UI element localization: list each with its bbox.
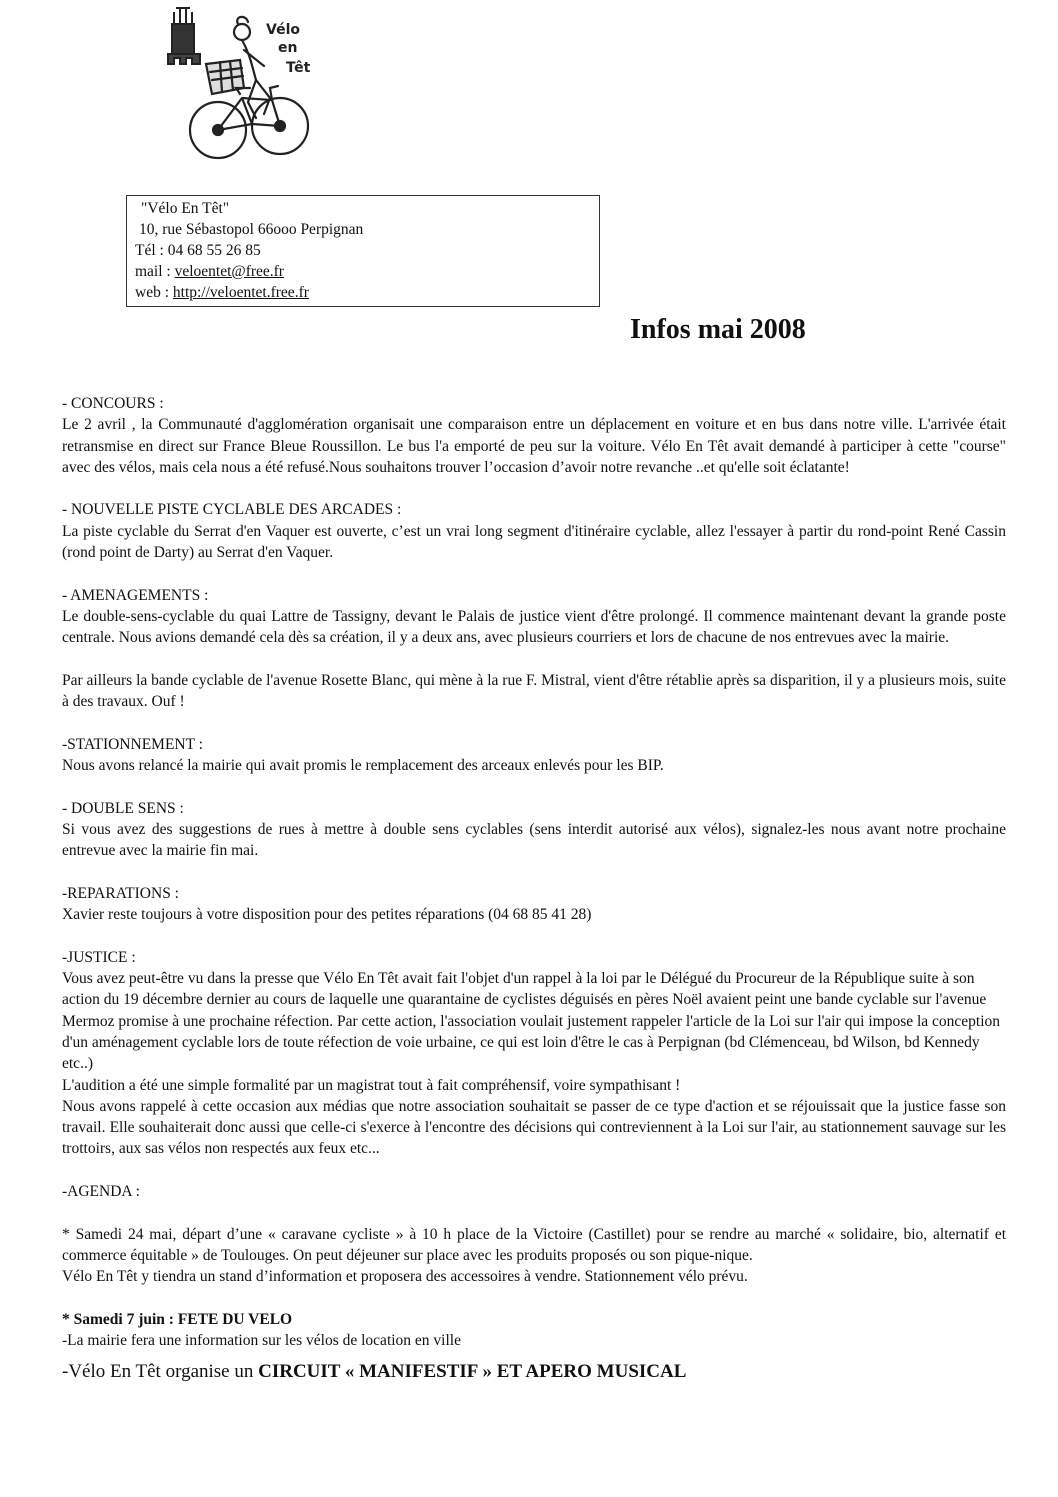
cyclist-logo-icon xyxy=(160,2,340,167)
agenda-item-1: * Samedi 24 mai, départ d’une « caravane cycliste » à 10 h place de la Victoire (Castillet) pour se rendre au marché « solidaire, bio, alternatif et commerce équitable » de Toulouges. On peut déjeuner sur place avec les produits proposés ou son pique-nique. xyxy=(62,1225,1006,1264)
agenda-item-1b: Vélo En Têt y tiendra un stand d’information et proposera des accessoires à vendre. Stationnement vélo prévu. xyxy=(62,1268,748,1286)
piste-text: La piste cyclable du Serrat d'en Vaquer est ouverte, c’est un vrai long segment d'itinéraire cyclable, allez l'essayer à partir du rond-point René Cassin (rond point de Darty) au Serrat d'en Vaquer. xyxy=(62,522,1006,562)
org-street: 10, rue Sébastopol 66ooo Perpignan xyxy=(139,221,364,238)
logo-line-3: Têt xyxy=(286,60,311,76)
agenda-item-2-heading: * Samedi 7 juin : FETE DU VELO xyxy=(62,1310,293,1328)
web-label: web : xyxy=(135,284,173,301)
agenda-item-3: -Vélo En Têt organise un CIRCUIT « MANIFESTIF » ET APERO MUSICAL xyxy=(62,1361,687,1383)
reparations-text: Xavier reste toujours à votre disposition pour des petites réparations (04 68 85 41 28) xyxy=(62,906,592,924)
double-sens-text: Si vous avez des suggestions de rues à mettre à double sens cyclables (sens interdit autorisé aux vélos), signalez-les nous avant notre prochaine entrevue avec la mairie fin mai. xyxy=(62,820,1006,860)
org-name: "Vélo En Têt" xyxy=(141,200,230,217)
concours-text: Le 2 avril , la Communauté d'agglomération organisait une comparaison entre un déplacement en voiture et en bus dans notre ville. L'arrivée était retransmise en direct sur France Bleue Roussillon. Le bus l'a emporté de peu sur la voiture. Vélo En Têt avait demandé à participer à cette "course" avec des vélos, mais cela nous a été refusé.Nous souhaitons trouver l’occasion d’avoir notre revanche ..et qu'elle soit éclatante! xyxy=(62,416,1006,476)
org-web-row xyxy=(135,282,599,303)
concours-heading: - CONCOURS : xyxy=(62,395,164,412)
justice-text-3: Nous avons rappelé à cette occasion aux médias que notre association souhaitait se passer de ce type d'action et se réjouissait que la justice fasse son travail. Elle souhaiterait donc aussi que celle-ci s'exerce à l'encontre des décisions qui contreviennent à la Loi sur l'air, au stationnement sauvage sur les trottoirs, aux sas vélos non respectés aux feux etc... xyxy=(62,1097,1006,1158)
page-title: Infos mai 2008 xyxy=(630,314,806,345)
piste-heading: - NOUVELLE PISTE CYCLABLE DES ARCADES : xyxy=(62,501,402,519)
amenagements-text-1: Le double-sens-cyclable du quai Lattre de Tassigny, devant le Palais de justice vient d'être prolongé. Il commence maintenant devant la grande poste centrale. Nous avions demandé cela dès sa création, il y a deux ans, avec plusieurs courriers et lors de chacune de nos entrevues avec la mairie. xyxy=(62,607,1006,647)
org-phone: Tél : 04 68 55 26 85 xyxy=(135,242,261,259)
mail-label: mail : xyxy=(135,263,175,280)
amenagements-heading: - AMENAGEMENTS : xyxy=(62,586,209,604)
address-box xyxy=(126,195,600,307)
logo-line-2: en xyxy=(278,40,298,56)
agenda-item-2-text: -La mairie fera une information sur les vélos de location en ville xyxy=(62,1332,461,1350)
logo-line-1: Vélo xyxy=(266,22,300,38)
mail-link[interactable]: veloentet@free.fr xyxy=(174,263,284,280)
stationnement-heading: -STATIONNEMENT : xyxy=(62,735,203,753)
justice-text-1: Vous avez peut-être vu dans la presse que Vélo En Têt avait fait l'objet d'un rappel à la loi par le Délégué du Procureur de la République suite à son action du 19 décembre dernier au cours de laquelle une quarantaine de cyclistes déguisés en pères Noël avaient peint une bande cyclable sur l'avenue Mermoz promise à une prochaine réfection. Par cette action, l'association voulait justement rappeler l'article de la Loi sur l'air qui impose la conception d'un aménagement cyclable lors de toute réfection de voie urbaine, ce qui est loin d'être le cas à Perpignan (bd Clémenceau, bd Wilson, bd Kennedy etc..) xyxy=(62,970,1001,1073)
newsletter-body xyxy=(62,393,1006,1383)
amenagements-text-2: Par ailleurs la bande cyclable de l'avenue Rosette Blanc, qui mène à la rue F. Mistral, vient d'être rétablie après sa disparition, il y a plusieurs mois, suite à des travaux. Ouf ! xyxy=(62,671,1006,711)
justice-text-2: L'audition a été une simple formalité par un magistrat tout à fait compréhensif, voire sympathisant ! xyxy=(62,1076,681,1094)
justice-heading: -JUSTICE : xyxy=(62,948,136,966)
stationnement-text: Nous avons relancé la mairie qui avait promis le remplacement des arceaux enlevés pour les BIP. xyxy=(62,757,664,775)
web-link[interactable]: http://veloentet.free.fr xyxy=(172,284,309,301)
agenda-heading: -AGENDA : xyxy=(62,1182,140,1200)
org-mail-row xyxy=(135,261,599,282)
reparations-heading: -REPARATIONS : xyxy=(62,884,179,902)
double-sens-heading: - DOUBLE SENS : xyxy=(62,799,184,817)
